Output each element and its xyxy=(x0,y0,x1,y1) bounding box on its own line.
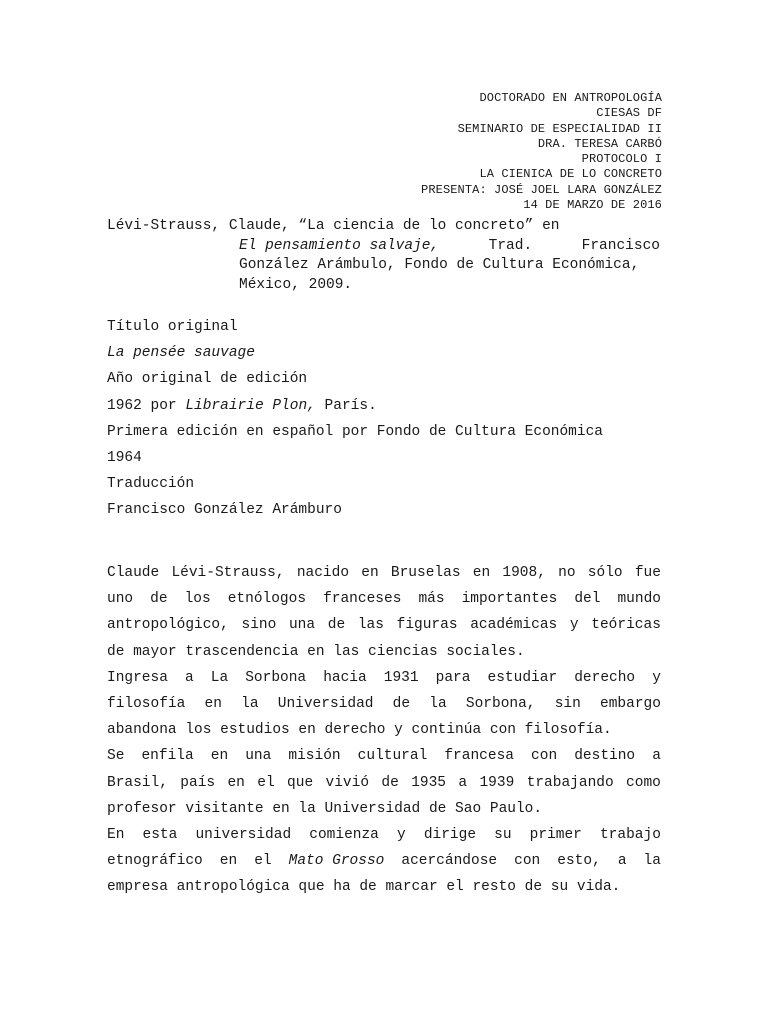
header-presenter: PRESENTA: JOSÉ JOEL LARA GONZÁLEZ xyxy=(421,182,662,197)
word: esta xyxy=(142,827,178,844)
header-topic: LA CIENICA DE LO CONCRETO xyxy=(479,167,662,182)
edition-metadata xyxy=(107,314,603,524)
header-protocol: PROTOCOLO I xyxy=(581,152,662,167)
word: en xyxy=(219,853,238,870)
word: sino xyxy=(241,617,277,634)
paragraph-line xyxy=(107,665,661,691)
word: del xyxy=(574,591,601,608)
header-institution: CIESAS DF xyxy=(596,106,662,121)
word: los xyxy=(184,591,211,608)
word: a xyxy=(652,748,661,765)
original-title-label: Título original xyxy=(107,319,238,335)
word: de xyxy=(327,617,346,634)
word: Se xyxy=(107,748,125,765)
paragraph-line xyxy=(107,822,661,848)
original-title: La pensée sauvage xyxy=(107,345,255,362)
word: el xyxy=(254,853,272,870)
word: Bruselas xyxy=(390,565,461,581)
word: y xyxy=(397,827,406,844)
word: en xyxy=(204,696,222,713)
word: etnólogos xyxy=(227,591,307,608)
original-year: 1962 por xyxy=(107,397,186,414)
word: franceses xyxy=(323,591,402,608)
translator-name: Francisco González Arámburo xyxy=(107,502,342,519)
paragraph-line xyxy=(107,743,661,769)
original-year-label: Año original de edición xyxy=(107,371,308,388)
word: el xyxy=(257,774,275,791)
word: no xyxy=(558,565,576,581)
word: sin xyxy=(554,696,581,713)
word: filosofía xyxy=(107,696,186,713)
word: 1935 xyxy=(411,774,447,791)
word: enfila xyxy=(141,748,194,765)
spanish-edition-year: 1964 xyxy=(107,450,142,467)
word: país xyxy=(180,774,216,791)
word: En xyxy=(107,827,125,844)
original-publisher: Librairie Plon, xyxy=(185,397,316,414)
word: las xyxy=(357,617,384,634)
word: una xyxy=(288,617,316,634)
word: dirige xyxy=(423,827,477,844)
word: a xyxy=(617,853,627,870)
word: 1908, xyxy=(502,565,546,581)
word: Sorbona, xyxy=(465,696,536,713)
word: destino xyxy=(574,748,636,765)
bibliographic-citation xyxy=(107,217,660,295)
word: en xyxy=(210,748,229,765)
word: 1931 xyxy=(383,669,419,686)
word: como xyxy=(626,774,661,791)
word: mundo xyxy=(617,591,661,608)
word: La xyxy=(210,669,229,686)
paragraph-3 xyxy=(107,743,661,822)
word: una xyxy=(245,748,272,765)
word: a xyxy=(458,774,468,791)
word: universidad xyxy=(195,827,292,844)
word: sólo xyxy=(587,565,623,581)
word: hacia xyxy=(323,669,367,686)
word: para xyxy=(435,669,471,686)
body-text xyxy=(107,560,661,901)
word: la xyxy=(643,853,661,870)
paragraph-line: profesor visitante en la Universidad de Sao Paulo. xyxy=(107,800,543,817)
word: Ingresa xyxy=(107,669,168,686)
word: fue xyxy=(634,565,661,581)
header-program: DOCTORADO EN ANTROPOLOGÍA xyxy=(479,91,662,105)
word: Sorbona xyxy=(245,669,307,686)
original-edition-line xyxy=(107,393,603,419)
word: antropológico, xyxy=(107,617,229,634)
word: importantes xyxy=(461,591,558,608)
word: acercándose xyxy=(401,853,498,870)
citation-place-line: México, 2009. xyxy=(239,276,353,293)
word: a xyxy=(184,669,194,686)
word: embargo xyxy=(600,696,661,713)
citation-details xyxy=(239,237,660,296)
word: estudiar xyxy=(487,669,558,686)
header-date: 14 DE MARZO DE 2016 xyxy=(523,198,662,213)
word: cultural xyxy=(357,748,428,765)
word: académicas xyxy=(470,617,558,634)
word: y xyxy=(652,669,661,686)
paragraph-line xyxy=(107,560,661,586)
paragraph-4 xyxy=(107,822,661,901)
word: y xyxy=(569,617,579,634)
word: misión xyxy=(288,748,341,765)
word: 1939 xyxy=(479,774,515,791)
spanish-edition-line: Primera edición en español por Fondo de Cultura Económica xyxy=(107,423,603,440)
paragraph-line xyxy=(107,586,661,612)
paragraph-2 xyxy=(107,665,661,744)
citation-author-line: Lévi-Strauss, Claude, “La ciencia de lo concreto” en xyxy=(107,218,560,234)
word: teóricas xyxy=(591,617,661,634)
word: figuras xyxy=(396,617,458,634)
word: con xyxy=(514,853,541,870)
paragraph-line: de mayor trascendencia en las ciencias sociales. xyxy=(107,643,525,660)
place-name-mato-grosso: Mato Grosso xyxy=(288,853,385,870)
citation-trad-label: Trad. xyxy=(488,237,533,254)
word: su xyxy=(494,827,512,844)
citation-book-title: El pensamiento salvaje, xyxy=(239,237,440,254)
word: Brasil, xyxy=(107,774,168,791)
header-seminar: SEMINARIO DE ESPECIALIDAD II xyxy=(457,121,662,136)
word: vivió xyxy=(325,774,370,791)
word: de xyxy=(150,591,168,608)
word: de xyxy=(381,774,399,791)
paragraph-line xyxy=(107,691,661,717)
word: comienza xyxy=(309,827,379,844)
word: en xyxy=(472,565,491,581)
word: Claude xyxy=(107,565,160,581)
word: derecho xyxy=(574,669,636,686)
citation-publisher-line: González Arámbulo, Fondo de Cultura Económica, xyxy=(239,257,640,273)
word: francesa xyxy=(444,748,514,765)
word: más xyxy=(418,591,445,608)
word: que xyxy=(287,774,314,791)
word: primer xyxy=(529,827,582,844)
word: Lévi-Strauss, xyxy=(171,565,285,581)
word: de xyxy=(392,696,411,713)
word: etnográfico xyxy=(107,853,203,870)
paragraph-1 xyxy=(107,560,661,665)
paragraph-line xyxy=(107,848,661,874)
paragraph-line: empresa antropológica que ha de marcar el resto de su vida. xyxy=(107,879,621,896)
translation-label: Traducción xyxy=(107,476,195,493)
original-city: París. xyxy=(315,397,377,414)
word: con xyxy=(531,748,558,765)
citation-title-line xyxy=(239,237,660,257)
paragraph-line xyxy=(107,612,661,638)
word: en xyxy=(227,774,245,791)
paragraph-line: abandona los estudios en derecho y continúa con filosofía. xyxy=(107,722,612,739)
word: uno xyxy=(107,591,134,608)
citation-translator-first: Francisco xyxy=(581,237,660,254)
word: la xyxy=(241,696,259,713)
paragraph-line xyxy=(107,770,661,796)
word: la xyxy=(429,696,447,713)
word: trabajando xyxy=(526,774,614,791)
word: Universidad xyxy=(277,696,374,713)
word: en xyxy=(361,565,379,581)
word: trabajo xyxy=(599,827,661,844)
word: esto, xyxy=(557,853,601,870)
document-header xyxy=(421,91,662,213)
header-professor: DRA. TERESA CARBÓ xyxy=(537,136,662,151)
word: nacido xyxy=(296,565,350,581)
